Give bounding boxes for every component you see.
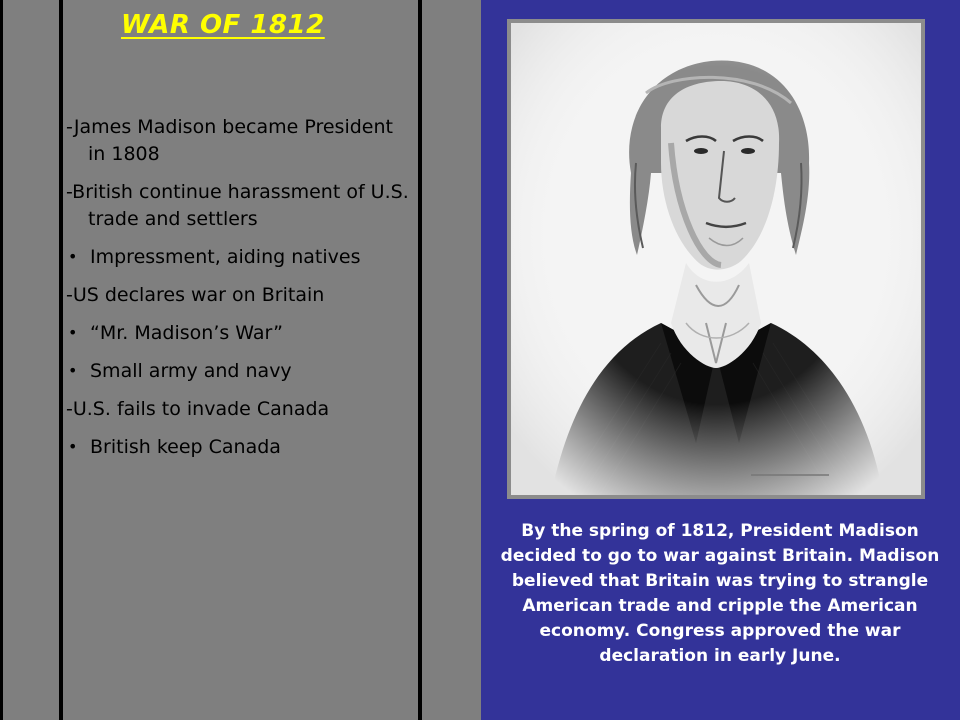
point-text: Small army and navy (90, 360, 292, 382)
point-text: “Mr. Madison’s War” (90, 322, 283, 344)
portrait-frame (507, 19, 925, 499)
list-item (66, 358, 411, 385)
right-divider-line (418, 0, 422, 720)
bullet-icon: • (68, 247, 78, 266)
list-item (66, 282, 411, 309)
list-item (66, 434, 411, 461)
point-text: -U.S. fails to invade Canada (66, 398, 330, 420)
point-text: British keep Canada (90, 436, 281, 458)
portrait-caption: By the spring of 1812, President Madison decided to go to war against Britain. Madison believed that Britain was trying to strangle American trade and cripple the American economy. Congress approved the war declaration in early June. (500, 521, 940, 666)
left-border-line (0, 0, 3, 720)
list-item (66, 114, 411, 168)
list-item (66, 320, 411, 347)
list-item (66, 179, 411, 233)
bullet-icon: • (68, 361, 78, 380)
point-text: -US declares war on Britain (66, 284, 325, 306)
bullet-icon: • (68, 437, 78, 456)
point-text: Impressment, aiding natives (90, 246, 361, 268)
point-text: -British continue harassment of U.S. trade and settlers (66, 181, 409, 230)
madison-portrait (511, 23, 921, 495)
point-text: -James Madison became President in 1808 (66, 116, 393, 165)
slide-title: WAR OF 1812 (121, 10, 325, 40)
left-divider-line (59, 0, 63, 720)
bullet-list (66, 114, 411, 472)
list-item (66, 244, 411, 271)
list-item (66, 396, 411, 423)
bullet-icon: • (68, 323, 78, 342)
portrait-engraving-icon (511, 23, 921, 495)
